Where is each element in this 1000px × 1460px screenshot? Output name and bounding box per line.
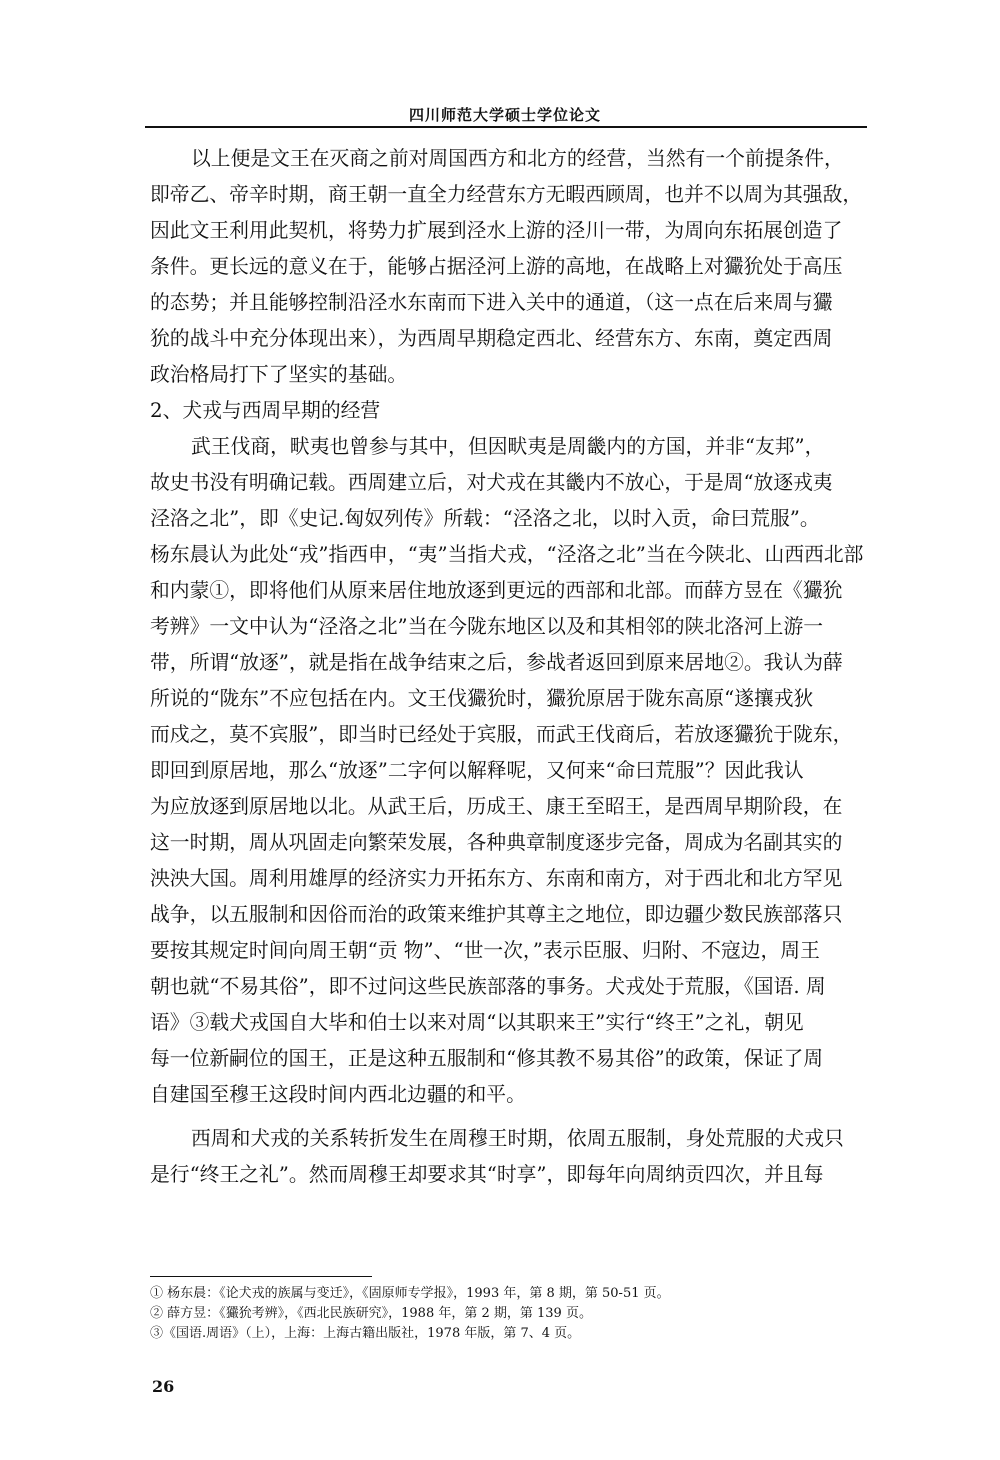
paragraph-line: 每一位新嗣位的国王，正是这种五服制和“修其教不易其俗”的政策，保证了周: [150, 1047, 824, 1070]
paragraph-line: 以上便是文王在灭商之前对周国西方和北方的经营，当然有一个前提条件，: [191, 147, 844, 170]
paragraph-line: 自建国至穆王这段时间内西北边疆的和平。: [150, 1083, 526, 1106]
running-header: 四川师范大学硕士学位论文: [408, 106, 601, 124]
paragraph-line: 政治格局打下了坚实的基础。: [150, 363, 408, 386]
section-heading: 2、犬戎与西周早期的经营: [150, 399, 381, 422]
paragraph-line: 泱泱大国。周利用雄厚的经济实力开拓东方、东南和南方，对于西北和北方罕见: [150, 867, 843, 890]
paragraph-line: 为应放逐到原居地以北。从武王后，历成王、康王至昭王，是西周早期阶段，在: [150, 795, 843, 818]
paragraph-line: 的态势；并且能够控制沿泾水东南而下进入关中的通道，（这一点在后来周与玁: [150, 291, 833, 314]
footnote-rule: [150, 1276, 372, 1277]
paragraph-line: 所说的“陇东”不应包括在内。文王伐玁狁时，玁狁原居于陇东高原“遂攘戎狄: [150, 687, 814, 710]
footnotes: [150, 1284, 870, 1344]
page-number: 26: [152, 1377, 175, 1396]
paragraph-line: 泾洛之北”，即《史记.匈奴列传》所载：“泾洛之北，以时入贡，命曰荒服”。: [150, 507, 820, 530]
paragraph-line: 语》③载犬戎国自大毕和伯士以来对周“以其职来王”实行“终王”之礼，朝见: [150, 1011, 804, 1034]
paragraph-line: 即回到原居地，那么“放逐”二字何以解释呢，又何来“命曰荒服”？因此我认: [150, 759, 804, 782]
paragraph-line: 是行“终王之礼”。然而周穆王却要求其“时享”，即每年向周纳贡四次，并且每: [150, 1163, 824, 1186]
paragraph-line: 带，所谓“放逐”，就是指在战争结束之后，参战者返回到原来居地②。我认为薛: [150, 651, 843, 674]
paragraph-line: 这一时期，周从巩固走向繁荣发展，各种典章制度逐步完备，周成为名副其实的: [150, 831, 843, 854]
footnote: ③《国语.周语》（上），上海：上海古籍出版社，1978 年版，第 7、4 页。: [150, 1326, 581, 1341]
header-rule: [145, 126, 867, 128]
paragraph-line: 西周和犬戎的关系转折发生在周穆王时期，依周五服制，身处荒服的犬戎只: [191, 1127, 844, 1150]
paragraph-line: 考辨》一文中认为“泾洛之北”当在今陇东地区以及和其相邻的陕北洛河上游一: [150, 615, 824, 638]
paragraph-line: 即帝乙、帝辛时期，商王朝一直全力经营东方无暇西顾周，也并不以周为其强敌，: [150, 183, 863, 206]
footnote: ② 薛方昱：《玁狁考辨》，《西北民族研究》，1988 年，第 2 期，第 139 页。: [150, 1306, 592, 1321]
paragraph-line: 因此文王利用此契机，将势力扩展到泾水上游的泾川一带，为周向东拓展创造了: [150, 219, 843, 242]
paragraph-line: 武王伐商，畎夷也曾参与其中，但因畎夷是周畿内的方国，并非“友邦”，: [191, 435, 825, 458]
paragraph-line: 故史书没有明确记载。西周建立后，对犬戎在其畿内不放心，于是周“放逐戎夷: [150, 471, 833, 494]
paragraph-line: 要按其规定时间向周王朝“贡 物”、“世一次，”表示臣服、归附、不寇边，周王: [150, 939, 820, 962]
paragraph-line: 狁的战斗中充分体现出来），为西周早期稳定西北、经营东方、东南，奠定西周: [150, 327, 833, 350]
paragraph-line: 而戍之，莫不宾服”，即当时已经处于宾服，而武王伐商后，若放逐玁狁于陇东，: [150, 723, 853, 746]
paragraph-line: 战争，以五服制和因俗而治的政策来维护其尊主之地位，即边疆少数民族部落只: [150, 903, 843, 926]
paragraph-line: 杨东晨认为此处“戎”指西申，“夷”当指犬戎，“泾洛之北”当在今陕北、山西西北部: [150, 543, 864, 566]
paragraph-line: 条件。更长远的意义在于，能够占据泾河上游的高地，在战略上对玁狁处于高压: [150, 255, 843, 278]
footnote: ① 杨东晨：《论犬戎的族属与变迁》，《固原师专学报》，1993 年，第 8 期，第 50-51 页。: [150, 1286, 670, 1301]
paragraph-line: 朝也就“不易其俗”，即不过问这些民族部落的事务。犬戎处于荒服，《国语. 周: [150, 975, 826, 998]
paragraph-line: 和内蒙①，即将他们从原来居住地放逐到更远的西部和北部。而薛方昱在《玁狁: [150, 579, 843, 602]
main-text: [150, 141, 870, 1193]
